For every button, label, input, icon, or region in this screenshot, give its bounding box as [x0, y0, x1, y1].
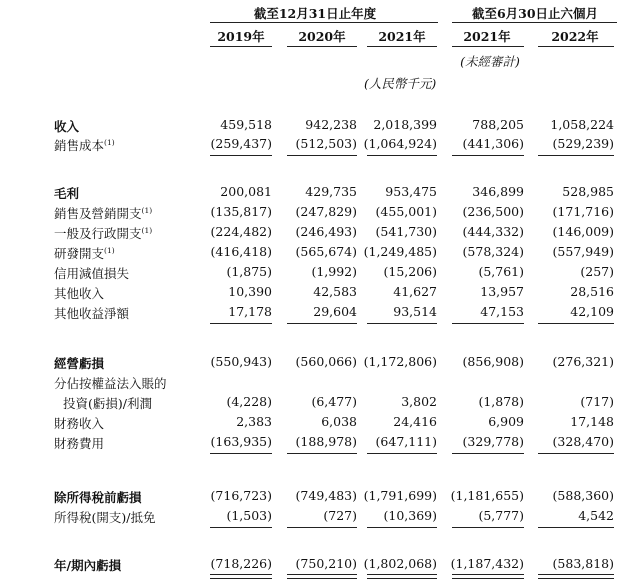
row-value: 93,514: [393, 304, 437, 319]
row-value: (565,674): [295, 244, 357, 259]
row-label: [54, 374, 167, 392]
row-value: 17,178: [228, 304, 272, 319]
row-value: 29,604: [313, 304, 357, 319]
row-value: (416,418): [210, 244, 272, 259]
row-value: 42,109: [570, 304, 614, 319]
row-value: (1,181,655): [450, 488, 524, 503]
header-col-rule: [210, 46, 272, 47]
row-value: 6,038: [321, 414, 357, 429]
subtotal-rule: [538, 453, 614, 454]
row-value: (529,239): [552, 136, 614, 151]
subtotal-rule: [367, 155, 437, 156]
row-value: (444,332): [462, 224, 524, 239]
row-label-text: 收入: [54, 119, 80, 134]
subtotal-rule: [367, 323, 437, 324]
row-value: 2,018,399: [373, 117, 437, 132]
row-value: (1,172,806): [363, 354, 437, 369]
row-value: 41,627: [393, 284, 437, 299]
row-label: [54, 204, 152, 222]
row-value: (188,978): [295, 434, 357, 449]
subtotal-rule: [210, 527, 272, 528]
row-value: (15,206): [383, 264, 437, 279]
row-value: (441,306): [462, 136, 524, 151]
row-label-text: 投資(虧損)/利潤: [63, 396, 152, 411]
footnote-marker: (1): [141, 206, 153, 215]
row-value: (1,878): [478, 394, 524, 409]
row-value: 429,735: [305, 184, 357, 199]
header-col-rule: [538, 46, 614, 47]
row-label-text: 除所得稅前虧損: [54, 490, 142, 505]
subtotal-rule: [287, 453, 357, 454]
row-label: [63, 394, 152, 412]
row-label: [54, 244, 115, 262]
row-value: (718,226): [210, 556, 272, 571]
row-label-text: 財務收入: [54, 416, 105, 431]
subtotal-rule: [452, 323, 524, 324]
row-value: (455,001): [375, 204, 437, 219]
row-value: (328,470): [552, 434, 614, 449]
header-col-rule: [367, 46, 437, 47]
subtotal-rule: [367, 527, 437, 528]
row-value: (541,730): [375, 224, 437, 239]
row-label: [54, 488, 142, 506]
footnote-marker: (1): [104, 246, 115, 255]
row-value: (247,829): [295, 204, 357, 219]
row-value: 6,909: [488, 414, 524, 429]
subtotal-rule: [452, 453, 524, 454]
row-label: [54, 224, 152, 242]
row-value: 3,802: [401, 394, 437, 409]
total-double-rule: [367, 574, 437, 579]
row-value: 17,148: [570, 414, 614, 429]
header-group-h1: 截至6月30日止六個月: [471, 6, 599, 21]
row-value: (276,321): [552, 354, 614, 369]
total-double-rule: [452, 574, 524, 579]
row-value: (259,437): [210, 136, 272, 151]
row-value: 4,542: [578, 508, 614, 523]
row-value: (750,210): [295, 556, 357, 571]
row-label-text: 經營虧損: [54, 356, 105, 371]
row-value: 528,985: [562, 184, 614, 199]
row-label-text: 銷售及營銷開支: [54, 206, 142, 221]
row-value: 47,153: [480, 304, 524, 319]
header-group-fy: 截至12月31日止年度: [253, 6, 377, 21]
row-value: 24,416: [393, 414, 437, 429]
row-value: (171,716): [552, 204, 614, 219]
total-double-rule: [287, 574, 357, 579]
subtotal-rule: [452, 527, 524, 528]
header-col-2019: 2019年: [217, 29, 265, 44]
row-value: (1,992): [311, 264, 357, 279]
row-label-text: 信用減值損失: [54, 266, 130, 281]
row-label: [54, 354, 104, 372]
row-value: 346,899: [472, 184, 524, 199]
header-group-h1-rule: [452, 22, 617, 23]
row-value: (512,503): [295, 136, 357, 151]
header-col-rule: [287, 46, 357, 47]
row-label: [54, 414, 104, 432]
subtotal-rule: [287, 155, 357, 156]
row-value: 459,518: [220, 117, 272, 132]
subtotal-rule: [538, 155, 614, 156]
row-label-text: 分佔按權益法入賬的: [54, 376, 167, 391]
row-label-text: 其他收益淨額: [54, 306, 130, 321]
row-label-text: 財務費用: [54, 436, 105, 451]
row-label-text: 所得稅(開支)/抵免: [54, 510, 156, 525]
row-value: (163,935): [210, 434, 272, 449]
subtotal-rule: [287, 323, 357, 324]
row-label: [54, 304, 129, 322]
row-value: (717): [580, 394, 614, 409]
row-value: (1,791,699): [363, 488, 437, 503]
row-value: 10,390: [228, 284, 272, 299]
header-col-2021: 2021年: [378, 29, 426, 44]
row-value: (588,360): [552, 488, 614, 503]
row-value: (560,066): [295, 354, 357, 369]
row-value: (856,908): [462, 354, 524, 369]
row-value: (4,228): [226, 394, 272, 409]
row-value: 28,516: [570, 284, 614, 299]
row-value: (1,875): [226, 264, 272, 279]
row-value: 200,081: [220, 184, 272, 199]
subtotal-rule: [538, 323, 614, 324]
row-label-text: 毛利: [54, 186, 80, 201]
row-value: (1,064,924): [363, 136, 437, 151]
row-value: (1,503): [226, 508, 272, 523]
row-value: (5,777): [478, 508, 524, 523]
row-value: (257): [580, 264, 614, 279]
row-label-text: 銷售成本: [54, 138, 105, 153]
row-value: 2,383: [236, 414, 272, 429]
row-value: (329,778): [462, 434, 524, 449]
row-label: [54, 136, 115, 154]
row-label: [54, 117, 79, 135]
subtotal-rule: [367, 453, 437, 454]
row-value: (727): [323, 508, 357, 523]
row-value: 942,238: [305, 117, 357, 132]
row-label: [54, 556, 121, 574]
row-value: (146,009): [552, 224, 614, 239]
subtotal-rule: [210, 453, 272, 454]
row-value: (6,477): [311, 394, 357, 409]
row-value: (716,723): [210, 488, 272, 503]
header-col-2022-h1: 2022年: [551, 29, 599, 44]
total-double-rule: [210, 574, 272, 579]
row-value: (246,493): [295, 224, 357, 239]
row-value: (550,943): [210, 354, 272, 369]
row-value: 42,583: [313, 284, 357, 299]
header-col-2020: 2020年: [298, 29, 346, 44]
row-value: (647,111): [375, 434, 437, 449]
row-value: 788,205: [472, 117, 524, 132]
row-value: (224,482): [210, 224, 272, 239]
row-value: (236,500): [462, 204, 524, 219]
subtotal-rule: [210, 155, 272, 156]
row-value: (10,369): [383, 508, 437, 523]
row-label-text: 研發開支: [54, 246, 105, 261]
header-col-rule: [452, 46, 524, 47]
header-group-fy-rule: [210, 22, 438, 23]
row-label: [54, 184, 79, 202]
row-label: [54, 434, 104, 452]
row-value: (5,761): [478, 264, 524, 279]
row-value: (1,802,068): [363, 556, 437, 571]
row-value: (135,817): [210, 204, 272, 219]
footnote-marker: (1): [104, 138, 115, 147]
row-value: (1,187,432): [450, 556, 524, 571]
row-label: [54, 284, 104, 302]
row-value: 953,475: [385, 184, 437, 199]
row-value: (578,324): [462, 244, 524, 259]
subtotal-rule: [210, 323, 272, 324]
total-double-rule: [538, 574, 614, 579]
row-value: 13,957: [480, 284, 524, 299]
row-label: [54, 508, 155, 526]
header-unaudited-note: (未經審計): [460, 54, 520, 69]
row-value: (557,949): [552, 244, 614, 259]
row-label-text: 一般及行政開支: [54, 226, 142, 241]
row-value: 1,058,224: [550, 117, 614, 132]
subtotal-rule: [452, 155, 524, 156]
subtotal-rule: [287, 527, 357, 528]
row-value: (749,483): [295, 488, 357, 503]
row-label: [54, 264, 129, 282]
footnote-marker: (1): [141, 226, 153, 235]
row-value: (583,818): [552, 556, 614, 571]
subtotal-rule: [538, 527, 614, 528]
header-unit-note: (人民幣千元): [364, 76, 437, 91]
header-col-2021-h1: 2021年: [463, 29, 511, 44]
row-label-text: 年/期內虧損: [54, 558, 122, 573]
row-label-text: 其他收入: [54, 286, 105, 301]
row-value: (1,249,485): [363, 244, 437, 259]
